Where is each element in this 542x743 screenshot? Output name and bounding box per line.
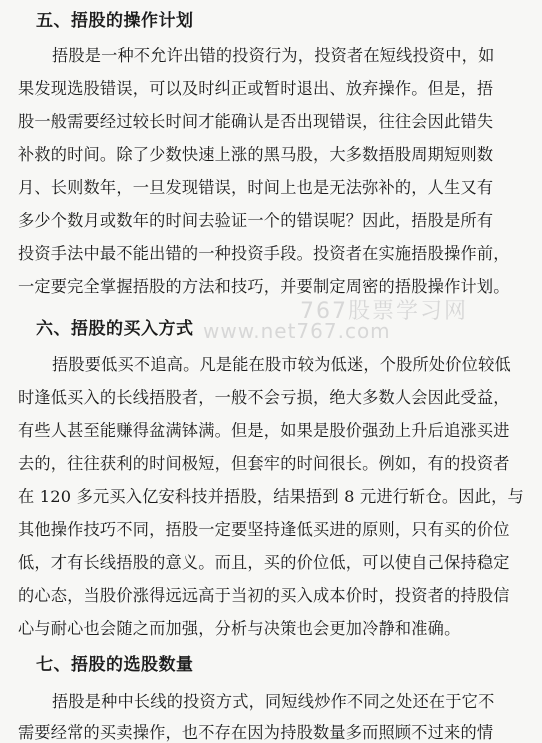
section-6-line-5: 在 120 多元买入亿安科技并捂股，结果捂到 8 元进行斩仓。因此，与 (18, 487, 524, 506)
watermark-site-name: 767股票学习网 (300, 299, 468, 324)
section-5-line-6: 多少个数月或数年的时间去验证一个的错误呢？因此，捂股是所有 (18, 211, 494, 230)
watermark-url: www.net767.com (203, 319, 391, 343)
section-7-line-1: 捂股是种中长线的投资方式，同短线炒作不同之处还在于它不 (52, 692, 495, 711)
section-5-line-5: 月、长则数年，一旦发现错误，时间上也是无法弥补的，人生又有 (18, 178, 494, 197)
section-6-line-1: 捂股要低买不追高。凡是能在股市较为低迷，个股所处价位较低 (52, 355, 511, 374)
section-7-heading: 七、捂股的选股数量 (36, 655, 194, 675)
section-5-line-4: 补救的时间。除了少数快速上涨的黑马股，大多数捂股周期短则数 (18, 145, 494, 164)
section-5-line-2: 果发现选股错误，可以及时纠正或暂时退出、放弃操作。但是，捂 (18, 79, 494, 98)
section-5-line-8: 一定要完全掌握捂股的方法和技巧，并要制定周密的捂股操作计划。 (18, 277, 510, 296)
section-6-line-9: 心与耐心也会随之而加强，分析与决策也会更加冷静和准确。 (18, 619, 461, 638)
section-6-line-8: 的心态，当股价涨得远远高于当初的买入成本价时，投资者的持股信 (18, 586, 510, 605)
section-6-line-2: 时逢低买入的长线捂股者，一般不会亏损，绝大多数人会因此受益， (18, 388, 510, 407)
section-5-line-7: 投资手法中最不能出错的一种投资手段。投资者在实施捂股操作前， (18, 244, 510, 263)
section-6-line-7: 低，才有长线捂股的意义。而且，买的价位低，可以使自己保持稳定 (18, 553, 510, 572)
section-5-heading: 五、捂股的操作计划 (36, 11, 194, 31)
section-6-line-4: 去的，往往获利的时间极短，但套牢的时间很长。例如，有的投资者 (18, 454, 510, 473)
section-6-heading: 六、捂股的买入方式 (36, 319, 194, 339)
section-5-line-1: 捂股是一种不允许出错的投资行为，投资者在短线投资中，如 (52, 46, 495, 65)
section-6-line-6: 其他操作技巧不同，捂股一定要坚持逢低买进的原则，只有买的价位 (18, 520, 510, 539)
section-6-line-3: 有些人甚至能赚得盆满钵满。但是，如果是股价强劲上升后追涨买进 (18, 421, 510, 440)
section-7-line-2: 需要经常的买卖操作，也不存在因为持股数量多而照顾不过来的情 (18, 723, 494, 742)
section-5-line-3: 股一般需要经过较长时间才能确认是否出现错误，往往会因此错失 (18, 112, 494, 131)
